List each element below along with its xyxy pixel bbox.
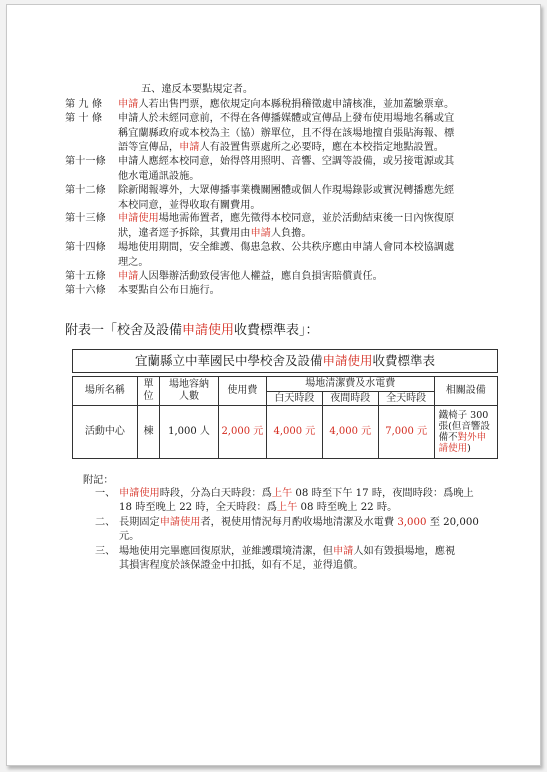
equipment-line (439, 410, 497, 421)
table-row (73, 406, 498, 459)
text-segment: 長期固定 (119, 517, 160, 528)
cell-fee: 2,000 元 (218, 406, 266, 459)
highlighted-text: 對外申 (457, 432, 487, 443)
highlighted-text: 申請 (118, 99, 139, 110)
header-cleaning-group: 場地清潔費及水電費 (266, 377, 434, 392)
article-line (118, 141, 508, 154)
article-line (118, 270, 508, 283)
clause-item-five: 五、違反本要點規定者。 (141, 84, 254, 95)
header-unit: 單位 (137, 377, 160, 406)
note-body (119, 545, 511, 573)
article-label: 第 十 條 (65, 113, 103, 124)
text-segment: 備不 (438, 432, 458, 443)
highlighted-text: 申請 (250, 227, 271, 239)
text-segment: 張(但音響設 (438, 421, 490, 432)
note-line (119, 545, 511, 559)
article-line (118, 127, 508, 142)
highlighted-text: 3,000 (397, 517, 427, 528)
article-line (118, 170, 508, 183)
text-segment: 狀，違者逕予拆除，其費用由 (118, 227, 251, 239)
article-label: 第十一條 (65, 156, 106, 167)
note-line (119, 559, 511, 573)
cell-place: 活動中心 (73, 406, 138, 459)
header-capacity: 場地容納人數 (160, 377, 218, 406)
text-segment: 場地使用完畢應回復原狀，並維護環境清潔，但 (119, 546, 333, 557)
text-segment: 申請人應經本校同意，始得啓用照明、音響、空調等設備，或另接電源或其 (118, 156, 455, 167)
cell-unit: 棟 (137, 406, 160, 459)
highlighted-text: 請使用 (438, 443, 468, 454)
note-body (119, 487, 511, 515)
text-segment: 收費標準表」： (234, 323, 319, 338)
text-segment: 其損害程度於該保證金中扣抵，如有不足，並得追償。 (119, 560, 364, 571)
article-body (118, 184, 508, 212)
article-line (118, 112, 508, 127)
article-label: 第十二條 (65, 185, 106, 196)
highlighted-text: 上午 (276, 502, 298, 513)
highlighted-text: 申請使用 (182, 323, 235, 338)
text-segment: ) (467, 443, 471, 454)
header-day: 白天時段 (266, 392, 322, 406)
equipment-line (439, 443, 497, 454)
article-line (118, 184, 508, 199)
note-line (119, 530, 511, 544)
text-segment: 人如有毀損場地，應視 (353, 546, 456, 557)
text-segment: 08 時至下午 17 時，夜間時段：爲晚上 (292, 488, 474, 499)
article-body (118, 241, 508, 269)
highlighted-text: 申請使用 (322, 353, 373, 368)
article-line (118, 212, 508, 227)
text-segment: 稱宜蘭縣政府或本校為主（協）辦單位，且不得在該場地擅自張貼海報、標 (118, 127, 455, 139)
article-label: 第十四條 (65, 242, 106, 253)
highlighted-text: 申請使用 (119, 488, 160, 499)
article-label: 第十三條 (65, 213, 106, 224)
highlighted-text: 申請使用 (159, 517, 201, 528)
cell-night: 4,000 元 (322, 406, 378, 459)
text-segment: 申請人於未經同意前，不得在各傳播媒體或宣傳品上發布使用場地名稱或宜 (118, 113, 455, 124)
article-body (118, 155, 508, 183)
article-label: 第 九 條 (65, 99, 103, 110)
text-segment: 除新聞報導外，大眾傳播事業機關團體或個人作現場錄影或實況轉播應先經 (118, 185, 455, 196)
article-line (118, 227, 508, 240)
article-body (118, 212, 508, 240)
text-segment: 人若出售門票，應依規定向本縣稅捐稽徵處申請核准，並加蓋驗票章。 (138, 99, 455, 110)
article-body (118, 270, 508, 283)
text-segment: 至 20,000 (426, 517, 479, 528)
text-segment: 18 時至晚上 22 時，全天時段：爲 (119, 502, 277, 513)
article-line (118, 284, 508, 297)
header-equipment: 相關設備 (434, 377, 497, 406)
note-number: 一、 (95, 488, 116, 499)
text-segment: 人因舉辦活動致侵害他人權益，應自負損害賠償責任。 (138, 271, 383, 282)
highlighted-text: 申請 (118, 271, 139, 282)
equipment-line (439, 432, 497, 443)
article-line (118, 199, 508, 212)
document-page (6, 4, 541, 766)
text-segment: 理之。 (118, 256, 149, 268)
highlighted-text: 上午 (271, 488, 293, 499)
annex-title (65, 323, 319, 339)
text-segment: 場地需佈置者，應先徵得本校同意，並於活動結束後一日內恢復原 (158, 213, 455, 224)
text-segment: 他水電通訊設施。 (118, 170, 200, 182)
highlighted-text: 申請使用 (118, 213, 159, 224)
article-label: 第十六條 (65, 285, 106, 296)
header-full: 全天時段 (378, 392, 434, 406)
text-segment: 附表一「校舍及設備 (65, 323, 183, 338)
note-line (119, 487, 511, 501)
article-line (118, 256, 508, 269)
equipment-line (439, 421, 497, 432)
note-line (119, 501, 511, 515)
fee-table (72, 349, 498, 459)
article-body (118, 284, 508, 297)
notes-heading: 附記： (83, 475, 114, 486)
text-segment: 語等宣傳品， (118, 142, 180, 153)
text-segment: 者，視使用情況每月酌收場地清潔及水電費 (200, 517, 398, 528)
article-label: 第十五條 (65, 271, 106, 282)
article-line (118, 241, 508, 256)
text-segment: 場地使用期間，安全維護、傷患急救、公共秩序應由申請人會同本校協調處 (118, 242, 455, 253)
note-number: 三、 (95, 546, 116, 557)
text-segment: 鐵椅子 300 (438, 410, 489, 421)
text-segment: 收費標準表 (372, 353, 436, 368)
article-body (118, 98, 508, 111)
cell-day: 4,000 元 (266, 406, 322, 459)
header-place: 場所名稱 (73, 377, 138, 406)
article-line (118, 155, 508, 170)
text-segment: 人負擔。 (270, 227, 312, 239)
article-body (118, 112, 508, 154)
cell-full: 7,000 元 (378, 406, 434, 459)
header-night: 夜間時段 (322, 392, 378, 406)
text-segment: 時段，分為白天時段：爲 (159, 488, 272, 499)
text-segment: 人有設置售票處所之必要時，應在本校指定地點設置。 (199, 142, 444, 153)
text-segment: 宜蘭縣立中華國民中學校舍及設備 (134, 353, 323, 368)
highlighted-text: 申請 (332, 546, 354, 557)
article-line (118, 98, 508, 111)
header-fee: 使用費 (218, 377, 266, 406)
cell-equipment (434, 406, 497, 459)
text-segment: 08 時至晚上 22 時。 (297, 502, 398, 513)
note-line (119, 516, 511, 530)
cell-capacity: 1,000 人 (160, 406, 218, 459)
text-segment: 本要點自公布日施行。 (118, 285, 220, 296)
text-segment: 本校同意，並得收取有關費用。 (118, 199, 261, 211)
text-segment: 元。 (119, 531, 140, 542)
fee-table-title (73, 350, 498, 373)
highlighted-text: 申請 (179, 142, 200, 153)
note-number: 二、 (95, 517, 116, 528)
note-body (119, 516, 511, 544)
